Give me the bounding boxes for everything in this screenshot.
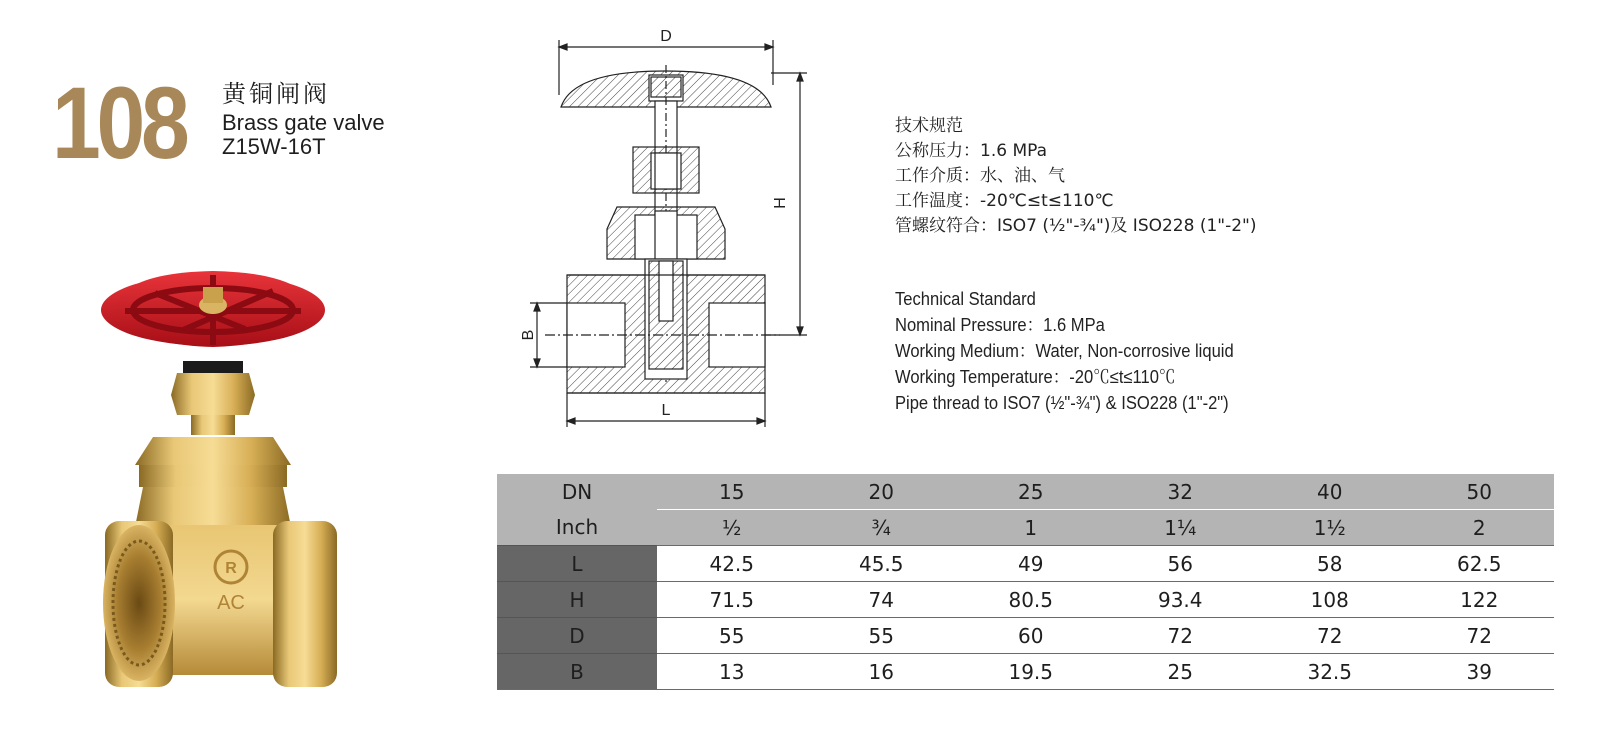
- table-cell: 108: [1255, 582, 1405, 618]
- spec-en-pressure: Nominal Pressure：1.6 MPa: [895, 315, 1105, 335]
- spec-en-thread: Pipe thread to ISO7 (½"-¾") & ISO228 (1"-2"): [895, 393, 1229, 413]
- row-label-l: L: [497, 546, 657, 582]
- handwheel: [101, 271, 325, 347]
- table-cell: 56: [1106, 546, 1256, 582]
- table-row: [497, 510, 1554, 546]
- table-cell: 45.5: [807, 546, 957, 582]
- table-cell: 25: [956, 474, 1106, 510]
- table-cell: 74: [807, 582, 957, 618]
- table-cell: 72: [1106, 618, 1256, 654]
- table-row: [497, 582, 1554, 618]
- table-cell: 25: [1106, 654, 1256, 690]
- table-cell: 42.5: [657, 546, 807, 582]
- table-cell: 62.5: [1405, 546, 1555, 582]
- row-label-d: D: [497, 618, 657, 654]
- product-title-en: Brass gate valve: [222, 110, 385, 135]
- product-title-cn: 黄铜闸阀: [222, 80, 330, 108]
- table-cell: 71.5: [657, 582, 807, 618]
- table-cell: 1: [956, 510, 1106, 546]
- spec-cn-block: [895, 114, 1257, 239]
- table-cell: 32.5: [1255, 654, 1405, 690]
- spec-cn-temperature: 工作温度：-20℃≤t≤110℃: [895, 191, 1114, 211]
- table-row: [497, 546, 1554, 582]
- table-cell: 50: [1405, 474, 1555, 510]
- technical-drawing: [515, 25, 845, 435]
- dimension-label-l: L: [661, 402, 671, 419]
- table-row: [497, 654, 1554, 690]
- table-cell: 20: [807, 474, 957, 510]
- table-row: [497, 618, 1554, 654]
- row-label-dn: DN: [497, 474, 657, 510]
- dimension-label-d: D: [660, 28, 672, 45]
- dimension-label-b: B: [520, 329, 537, 341]
- table-cell: 72: [1405, 618, 1555, 654]
- table-cell: 80.5: [956, 582, 1106, 618]
- model-number: 108: [52, 66, 186, 180]
- table-cell: 40: [1255, 474, 1405, 510]
- spec-en-heading: Technical Standard: [895, 289, 1036, 309]
- table-cell: 1½: [1255, 510, 1405, 546]
- spec-cn-thread: 管螺纹符合：ISO7 (½"-¾")及 ISO228 (1"-2"): [895, 216, 1257, 236]
- table-cell: 2: [1405, 510, 1555, 546]
- table-cell: 93.4: [1106, 582, 1256, 618]
- table-cell: 1¼: [1106, 510, 1256, 546]
- table-cell: 19.5: [956, 654, 1106, 690]
- dimension-table: [497, 474, 1554, 690]
- table-cell: 49: [956, 546, 1106, 582]
- spec-cn-pressure: 公称压力：1.6 MPa: [895, 141, 1048, 161]
- table-cell: ½: [657, 510, 807, 546]
- dimension-label-h: H: [772, 197, 789, 209]
- svg-text:R: R: [225, 560, 237, 577]
- table-cell: ¾: [807, 510, 957, 546]
- table-cell: 16: [807, 654, 957, 690]
- row-label-b: B: [497, 654, 657, 690]
- spec-cn-medium: 工作介质：水、油、气: [895, 166, 1065, 186]
- table-cell: 39: [1405, 654, 1555, 690]
- table-cell: 122: [1405, 582, 1555, 618]
- table-cell: 58: [1255, 546, 1405, 582]
- row-label-h: H: [497, 582, 657, 618]
- product-photo: [95, 265, 345, 700]
- spec-en-medium: Working Medium：Water, Non-corrosive liquid: [895, 341, 1234, 361]
- spec-en-block: [895, 286, 1234, 416]
- table-cell: 55: [807, 618, 957, 654]
- table-cell: 55: [657, 618, 807, 654]
- product-logo-text: AC: [217, 592, 245, 614]
- spec-en-temperature: Working Temperature：-20℃≤t≤110℃: [895, 367, 1176, 387]
- table-cell: 32: [1106, 474, 1256, 510]
- table-cell: 13: [657, 654, 807, 690]
- spec-cn-heading: 技术规范: [895, 116, 963, 136]
- row-label-inch: Inch: [497, 510, 657, 546]
- model-code: Z15W-16T: [222, 134, 326, 159]
- table-cell: 60: [956, 618, 1106, 654]
- table-row: [497, 474, 1554, 510]
- table-cell: 15: [657, 474, 807, 510]
- table-cell: 72: [1255, 618, 1405, 654]
